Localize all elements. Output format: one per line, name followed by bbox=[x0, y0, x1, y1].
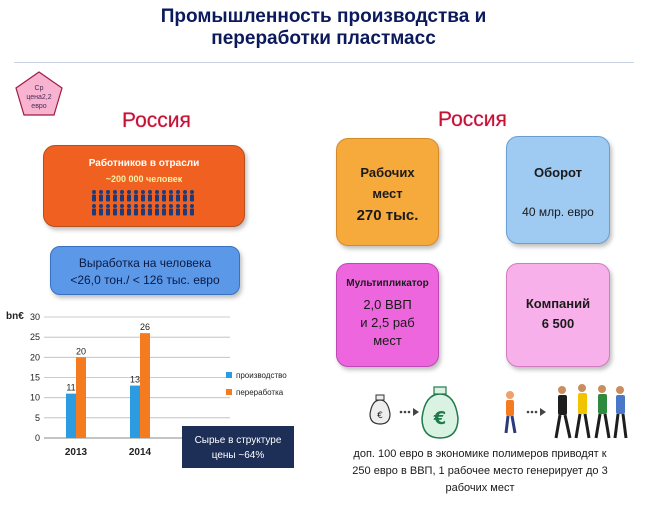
multiplier-card bbox=[336, 263, 439, 367]
data-label: 11 bbox=[66, 382, 76, 393]
arrow-icon bbox=[400, 408, 419, 416]
y-axis-label: bn€ bbox=[6, 311, 24, 322]
y-ticks bbox=[30, 312, 40, 443]
legend-swatch bbox=[226, 372, 232, 378]
multiplier-line-3: мест bbox=[373, 333, 402, 348]
raw-share-line-1: Сырье в структуре bbox=[194, 435, 282, 446]
price-badge bbox=[14, 70, 64, 118]
small-money-bag-icon bbox=[370, 395, 390, 424]
footnote-line-3: рабочих мест bbox=[445, 482, 515, 494]
legend-label: переработка bbox=[236, 388, 284, 397]
x-tick-label: 2014 bbox=[128, 447, 152, 458]
footnote-line-2: 250 евро в ВВП, 1 рабочее место генерирует до 3 bbox=[352, 465, 608, 477]
single-person-icon bbox=[506, 391, 515, 433]
y-tick-label: 30 bbox=[29, 312, 40, 322]
price-badge-line-1: Ср bbox=[34, 85, 44, 92]
y-tick-label: 5 bbox=[34, 412, 40, 423]
data-label: 20 bbox=[75, 346, 87, 357]
y-tick-label: 10 bbox=[29, 392, 40, 403]
price-badge-line-2: цена2,2 bbox=[26, 94, 52, 101]
workers-count: ~200 000 человек bbox=[105, 174, 183, 184]
workers-box bbox=[43, 145, 245, 227]
multiplier-line-1: 2,0 ВВП bbox=[363, 297, 412, 312]
multiplier-line-2: и 2,5 раб bbox=[360, 315, 415, 330]
y-tick-label: 15 bbox=[29, 372, 40, 383]
country-label-right: Россия bbox=[438, 108, 507, 131]
multiplier-illustration bbox=[330, 378, 630, 448]
jobs-line-1: Рабочих bbox=[360, 165, 415, 180]
turnover-value: 40 млр. евро bbox=[522, 205, 594, 219]
arrow-icon bbox=[527, 408, 546, 416]
companies-title: Компаний bbox=[525, 296, 591, 311]
x-ticks bbox=[65, 447, 152, 458]
companies-card bbox=[506, 263, 610, 367]
y-tick-label: 20 bbox=[29, 352, 40, 363]
output-line-2: <26,0 тон./ < 126 тыс. евро bbox=[70, 273, 220, 287]
bar-2013-производство bbox=[66, 394, 76, 438]
jobs-line-3: 270 тыс. bbox=[356, 207, 419, 224]
title-line-1: Промышленность производства и bbox=[160, 6, 487, 27]
turnover-title: Оборот bbox=[533, 165, 582, 180]
person-icon bbox=[92, 190, 194, 216]
group-people-icon bbox=[556, 384, 626, 438]
y-tick-label: 25 bbox=[29, 332, 40, 343]
x-tick-label: 2013 bbox=[64, 447, 88, 458]
price-badge-line-3: евро bbox=[31, 103, 47, 110]
raw-share-box bbox=[182, 426, 294, 468]
y-tick-label: 0 bbox=[34, 433, 40, 443]
jobs-line-2: мест bbox=[372, 186, 403, 201]
legend-swatch bbox=[226, 389, 232, 395]
data-label: 13 bbox=[129, 374, 141, 385]
bar-2013-переработка bbox=[76, 357, 86, 438]
companies-value: 6 500 bbox=[541, 316, 575, 331]
page-title bbox=[0, 6, 647, 50]
svg-text:€: € bbox=[377, 411, 383, 421]
bar-2014-переработка bbox=[140, 333, 150, 438]
bar-2014-производство bbox=[130, 386, 140, 438]
turnover-card bbox=[506, 136, 610, 244]
title-line-2: переработки пластмасс bbox=[211, 28, 436, 49]
header-divider bbox=[14, 62, 634, 63]
legend-label: производство bbox=[236, 371, 287, 380]
svg-text:€: € bbox=[433, 408, 447, 429]
large-money-bag-icon bbox=[422, 387, 458, 438]
output-per-person-box bbox=[50, 246, 240, 295]
people-icons bbox=[91, 190, 197, 218]
data-label: 26 bbox=[139, 322, 151, 333]
raw-share-line-2: цены ~64% bbox=[211, 450, 265, 461]
jobs-card bbox=[336, 138, 439, 246]
footnote-line-1: доп. 100 евро в экономике полимеров приводят к bbox=[353, 448, 607, 460]
multiplier-title: Мультипликатор bbox=[346, 278, 429, 289]
bars bbox=[66, 322, 150, 438]
output-line-1: Выработка на человека bbox=[78, 256, 212, 270]
legend bbox=[226, 371, 287, 397]
workers-title: Работников в отрасли bbox=[88, 158, 200, 169]
country-label-left: Россия bbox=[122, 109, 191, 132]
